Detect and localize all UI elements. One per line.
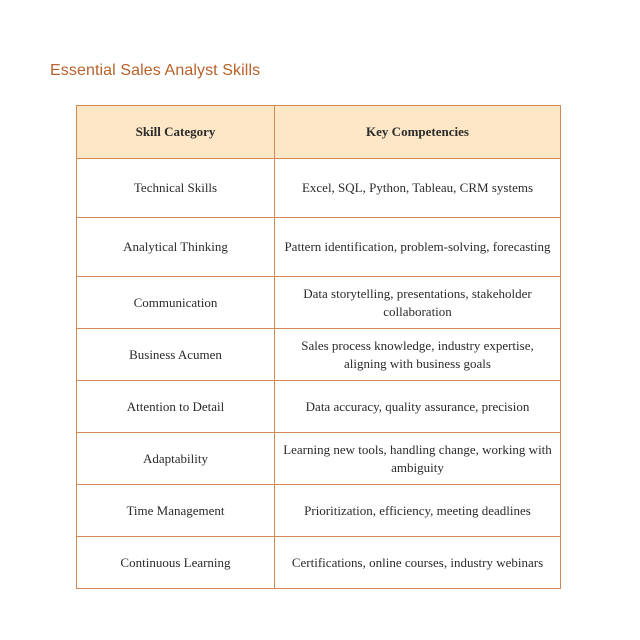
skill-category-cell: Attention to Detail bbox=[77, 381, 275, 433]
skill-category-cell: Business Acumen bbox=[77, 329, 275, 381]
table-row bbox=[77, 329, 561, 381]
competencies-cell: Data accuracy, quality assurance, precision bbox=[275, 381, 561, 433]
skill-category-cell: Communication bbox=[77, 277, 275, 329]
competencies-cell: Pattern identification, problem-solving, forecasting bbox=[275, 218, 561, 277]
table-row bbox=[77, 537, 561, 589]
page-title: Essential Sales Analyst Skills bbox=[50, 62, 261, 79]
header-key-competencies: Key Competencies bbox=[275, 106, 561, 159]
table-row bbox=[77, 381, 561, 433]
table-row bbox=[77, 433, 561, 485]
table-row bbox=[77, 485, 561, 537]
table-header-row bbox=[77, 106, 561, 159]
competencies-cell: Certifications, online courses, industry webinars bbox=[275, 537, 561, 589]
skill-category-cell: Time Management bbox=[77, 485, 275, 537]
skill-category-cell: Adaptability bbox=[77, 433, 275, 485]
table-row bbox=[77, 159, 561, 218]
skill-category-cell: Analytical Thinking bbox=[77, 218, 275, 277]
skills-table bbox=[76, 105, 561, 589]
header-skill-category: Skill Category bbox=[77, 106, 275, 159]
competencies-cell: Sales process knowledge, industry expertise, aligning with business goals bbox=[275, 329, 561, 381]
skill-category-cell: Continuous Learning bbox=[77, 537, 275, 589]
competencies-cell: Excel, SQL, Python, Tableau, CRM systems bbox=[275, 159, 561, 218]
competencies-cell: Data storytelling, presentations, stakeholder collaboration bbox=[275, 277, 561, 329]
competencies-cell: Learning new tools, handling change, working with ambiguity bbox=[275, 433, 561, 485]
table-row bbox=[77, 277, 561, 329]
skill-category-cell: Technical Skills bbox=[77, 159, 275, 218]
table-row bbox=[77, 218, 561, 277]
competencies-cell: Prioritization, efficiency, meeting deadlines bbox=[275, 485, 561, 537]
